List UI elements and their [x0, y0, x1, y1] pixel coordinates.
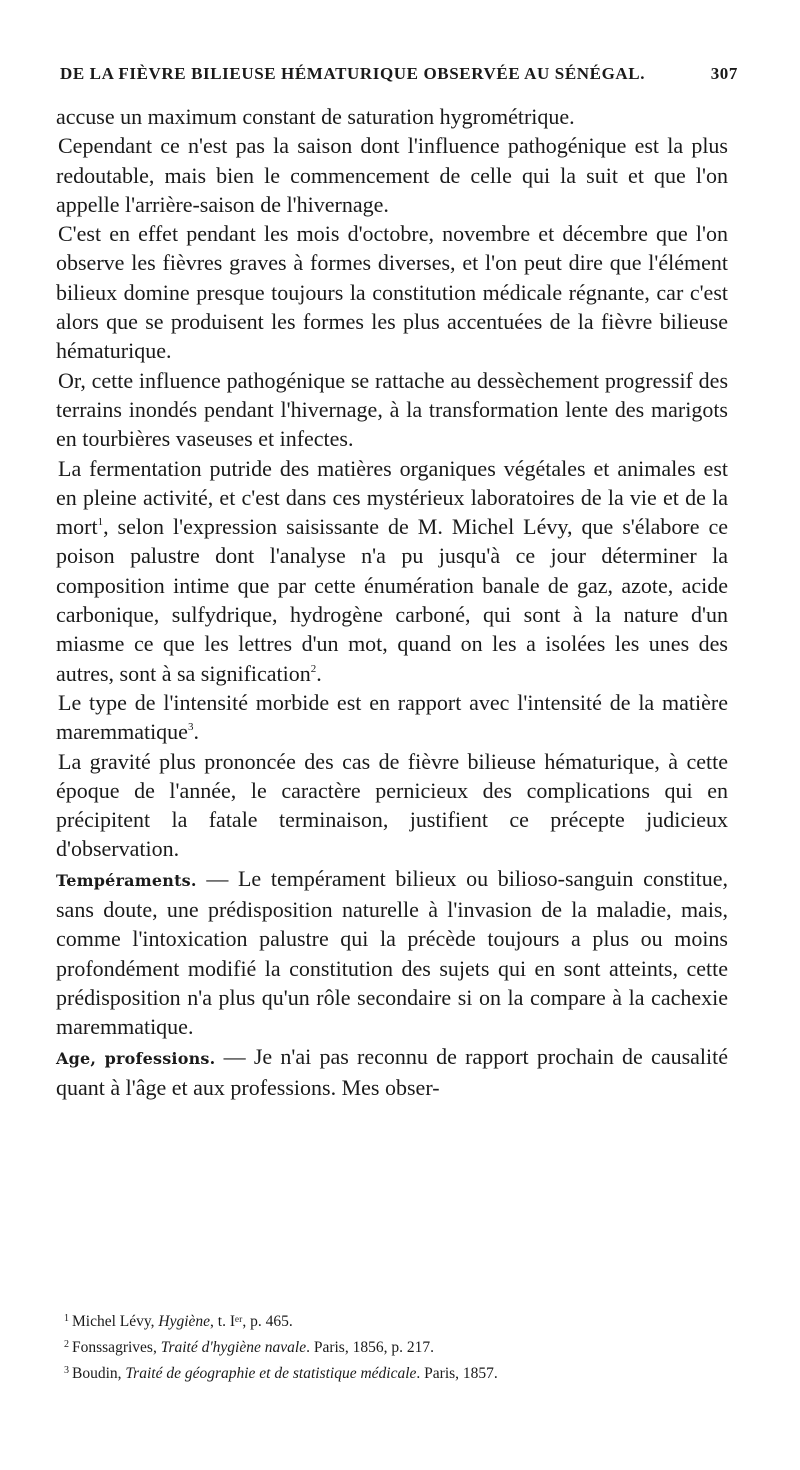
- paragraph: C'est en effet pendant les mois d'octobre, novembre et décembre que l'on observe les fièvres graves à formes diverses, et l'on peut dire que l'élément bilieux domine presque toujours la constitution médicale régnante, car c'est alors que se produisent les formes les plus accentuées de la fièvre bilieuse hématurique.: [56, 221, 728, 364]
- footnote: [64, 1333, 724, 1359]
- footnote-title: Traité d'hygiène navale: [160, 1339, 307, 1356]
- paragraph-text: .: [316, 660, 322, 686]
- footnote: [64, 1307, 724, 1333]
- footnote-rest: . Paris, 1857.: [416, 1365, 498, 1382]
- paragraph-text: Je n'ai pas reconnu de rapport prochain de causalité quant à l'âge et aux professions. Mes obser-: [56, 1043, 729, 1100]
- footnote-ref: 3: [187, 721, 194, 734]
- footnote-ref: 2: [310, 662, 317, 675]
- footnote-number: 1: [64, 1313, 69, 1324]
- running-title: DE LA FIÈVRE BILIEUSE HÉMATURIQUE OBSERVÉE AU SÉNÉGAL.: [60, 64, 646, 83]
- page-number: 307: [710, 64, 738, 83]
- paragraph: Or, cette influence pathogénique se rattache au dessèchement progressif des terrains inondés pendant l'hivernage, à la transformation lente des marigots en tourbières vaseuses et infectes.: [56, 367, 728, 452]
- footnote-number: 3: [64, 1365, 69, 1376]
- paragraph-text: .: [193, 719, 199, 745]
- paragraph-text: La fermentation putride des matières organiques végétales et animales est en pleine activité, et c'est dans ces mystérieux laboratoires de la vie et de la mort: [56, 455, 728, 540]
- run-in-heading: Age, professions.: [56, 1048, 216, 1068]
- run-in-heading: Tempéraments.: [56, 870, 197, 890]
- section-temperaments: [56, 864, 728, 1042]
- paragraph: accuse un maximum constant de saturation hygrométrique.: [56, 104, 575, 129]
- heading-dash: —: [215, 1043, 254, 1069]
- footnote-author: Michel Lévy,: [72, 1313, 159, 1330]
- footnotes: [64, 1307, 724, 1385]
- footnote-ref: 1: [97, 516, 104, 529]
- heading-dash: —: [196, 865, 238, 891]
- paragraph-text: , selon l'expression saisissante de M. Michel Lévy, que s'élabore ce poison palustre dont l'analyse n'a pu jusqu'à ce jour déterminer la composition intime que par cette énumération banale de gaz, azote, acide carbonique, sulfydrique, hydrogène carboné, qui sont à la nature d'un miasme ce que les lettres d'un mot, quand on les a isolées les unes des autres, sont à sa signification: [56, 514, 728, 686]
- footnote-number: 2: [64, 1339, 69, 1350]
- footnote-title: Traité de géographie et de statistique médicale: [125, 1365, 417, 1382]
- paragraph: [56, 454, 728, 688]
- paragraph: La gravité plus prononcée des cas de fièvre bilieuse hématurique, à cette époque de l'année, le caractère pernicieux des complications qui en précipitent la fatale terminaison, justifient ce précepte judicieux d'observation.: [56, 748, 728, 862]
- paragraph: Cependant ce n'est pas la saison dont l'influence pathogénique est la plus redoutable, mais bien le commencement de celle qui la suit et que l'on appelle l'arrière-saison de l'hivernage.: [56, 133, 728, 217]
- footnote-rest: . Paris, 1856, p. 217.: [306, 1339, 434, 1356]
- paragraph: [56, 688, 728, 747]
- paragraph-text: Le tempérament bilieux ou bilioso-sanguin constitue, sans doute, une prédisposition naturelle à l'invasion de la maladie, mais, comme l'intoxication palustre qui la précède toujours a plus ou moins profondément modifié la constitution des sujets qui en sont atteints, cette prédisposition n'a plus qu'un rôle secondaire si on la compare à la cachexie maremmatique.: [56, 865, 729, 1040]
- paragraph-text: Le type de l'intensité morbide est en rapport avec l'intensité de la matière maremmatique: [56, 689, 728, 745]
- footnote-title: Hygiène: [158, 1313, 211, 1330]
- footnote-rest: , t. Iᵉʳ, p. 465.: [210, 1313, 293, 1330]
- running-header: [60, 64, 740, 90]
- footnote-author: Boudin,: [72, 1365, 126, 1382]
- footnote: [64, 1359, 724, 1385]
- footnote-author: Fonssagrives,: [72, 1339, 161, 1356]
- body-text: [56, 102, 728, 1102]
- section-age: [56, 1042, 728, 1103]
